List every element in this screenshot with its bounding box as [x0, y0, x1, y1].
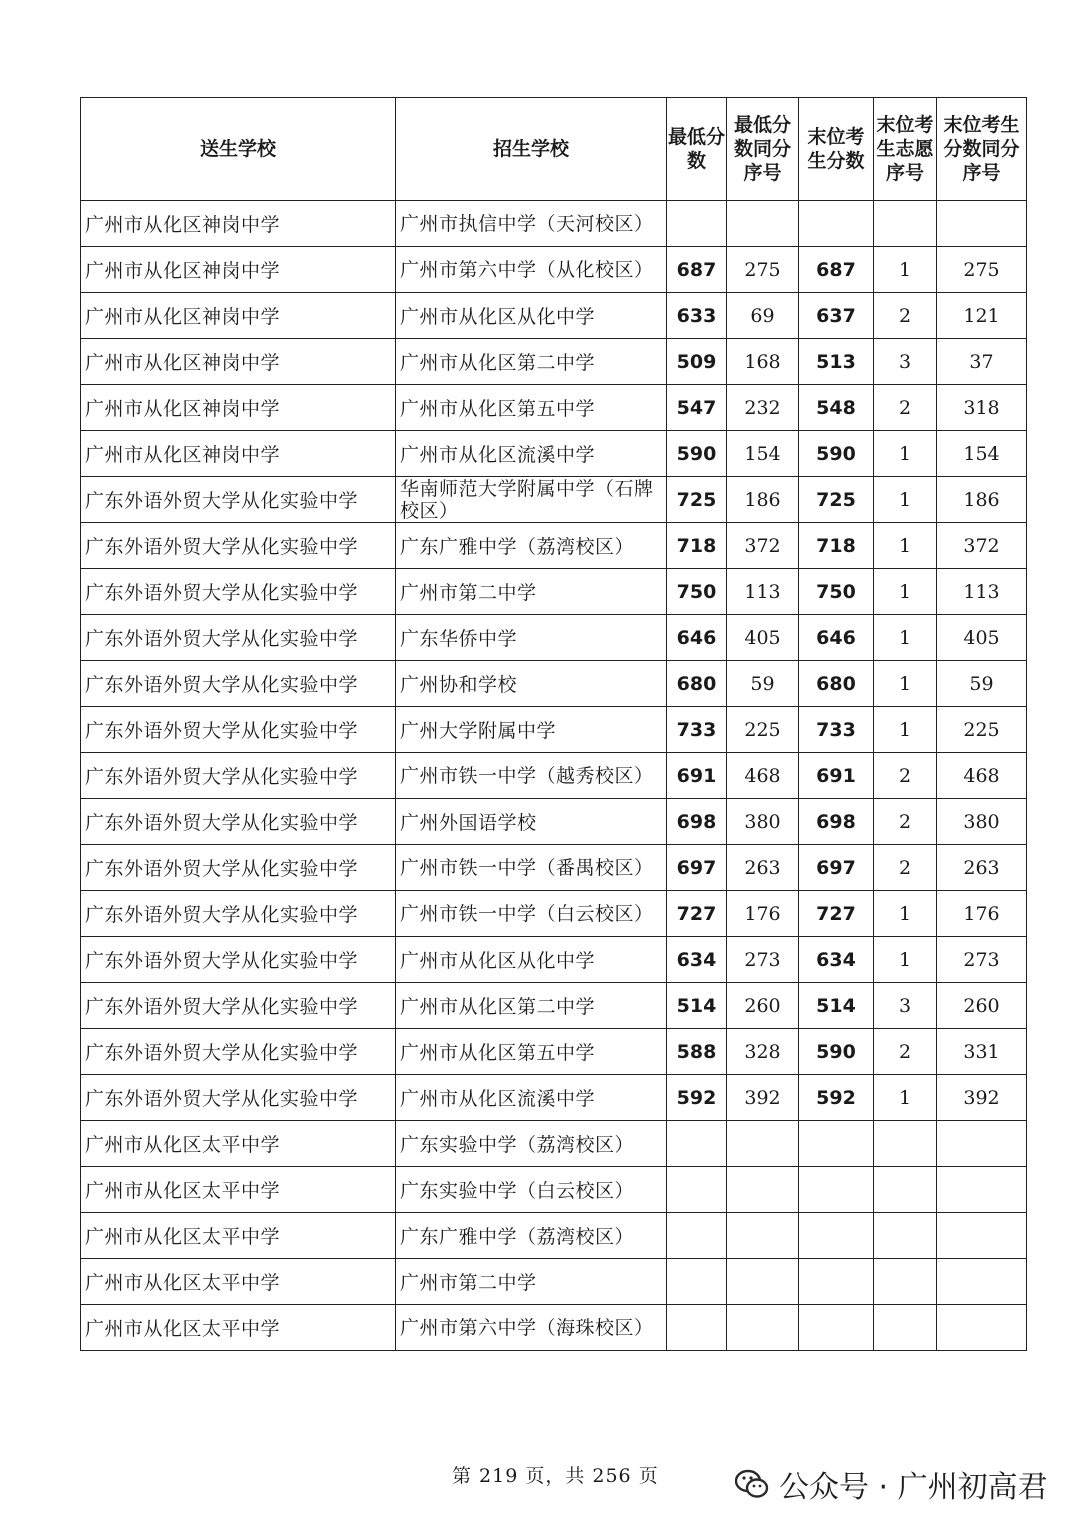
cell-receiver-school: 广州市第二中学 — [396, 569, 667, 615]
cell-last-score: 548 — [799, 385, 874, 431]
cell-sender-school: 广东外语外贸大学从化实验中学 — [81, 1029, 396, 1075]
cell-last-rank: 380 — [937, 799, 1027, 845]
table-row — [81, 1259, 1027, 1305]
cell-last-wish — [874, 1121, 937, 1167]
cell-receiver-school: 广州协和学校 — [396, 661, 667, 707]
cell-min-rank: 186 — [727, 477, 799, 523]
cell-sender-school: 广东外语外贸大学从化实验中学 — [81, 1075, 396, 1121]
cell-min-rank: 405 — [727, 615, 799, 661]
cell-last-rank: 59 — [937, 661, 1027, 707]
cell-receiver-school: 广州市从化区流溪中学 — [396, 431, 667, 477]
cell-min-rank: 232 — [727, 385, 799, 431]
table-row — [81, 431, 1027, 477]
table-row — [81, 569, 1027, 615]
table-row — [81, 1213, 1027, 1259]
cell-sender-school: 广州市从化区神岗中学 — [81, 201, 396, 247]
cell-min-score: 691 — [667, 753, 727, 799]
cell-last-rank: 468 — [937, 753, 1027, 799]
cell-receiver-school: 广东实验中学（荔湾校区） — [396, 1121, 667, 1167]
cell-last-wish: 1 — [874, 1075, 937, 1121]
cell-last-score — [799, 1213, 874, 1259]
table-body — [81, 201, 1027, 1351]
cell-last-rank: 275 — [937, 247, 1027, 293]
cell-last-score: 733 — [799, 707, 874, 753]
cell-min-score: 514 — [667, 983, 727, 1029]
table-row — [81, 385, 1027, 431]
cell-last-score — [799, 201, 874, 247]
cell-receiver-school: 广州市第六中学（从化校区） — [396, 247, 667, 293]
cell-last-rank: 273 — [937, 937, 1027, 983]
cell-last-wish: 2 — [874, 799, 937, 845]
table-row — [81, 845, 1027, 891]
header-last-score: 末位考生分数 — [799, 98, 874, 201]
cell-receiver-school: 华南师范大学附属中学（石牌校区） — [396, 477, 667, 523]
cell-receiver-school: 广州市从化区第二中学 — [396, 339, 667, 385]
cell-min-rank: 168 — [727, 339, 799, 385]
cell-min-score: 750 — [667, 569, 727, 615]
cell-last-score: 590 — [799, 431, 874, 477]
header-min-score: 最低分数 — [667, 98, 727, 201]
cell-min-rank — [727, 1121, 799, 1167]
cell-receiver-school: 广东广雅中学（荔湾校区） — [396, 1213, 667, 1259]
cell-sender-school: 广州市从化区神岗中学 — [81, 339, 396, 385]
cell-last-score: 697 — [799, 845, 874, 891]
cell-sender-school: 广东外语外贸大学从化实验中学 — [81, 753, 396, 799]
cell-last-score: 514 — [799, 983, 874, 1029]
cell-last-wish: 1 — [874, 523, 937, 569]
cell-min-score: 697 — [667, 845, 727, 891]
cell-min-score: 680 — [667, 661, 727, 707]
table-row — [81, 1305, 1027, 1351]
cell-min-score: 588 — [667, 1029, 727, 1075]
table-row — [81, 293, 1027, 339]
cell-sender-school: 广东外语外贸大学从化实验中学 — [81, 707, 396, 753]
cell-sender-school: 广东外语外贸大学从化实验中学 — [81, 523, 396, 569]
cell-last-wish: 3 — [874, 339, 937, 385]
cell-last-rank: 260 — [937, 983, 1027, 1029]
cell-last-rank — [937, 1259, 1027, 1305]
cell-sender-school: 广州市从化区太平中学 — [81, 1305, 396, 1351]
cell-receiver-school: 广州市执信中学（天河校区） — [396, 201, 667, 247]
table-header-row — [81, 98, 1027, 201]
cell-receiver-school: 广州外国语学校 — [396, 799, 667, 845]
cell-sender-school: 广东外语外贸大学从化实验中学 — [81, 799, 396, 845]
cell-last-rank: 225 — [937, 707, 1027, 753]
cell-min-rank: 263 — [727, 845, 799, 891]
cell-last-rank: 176 — [937, 891, 1027, 937]
cell-last-score: 590 — [799, 1029, 874, 1075]
cell-last-rank — [937, 1167, 1027, 1213]
watermark — [735, 1462, 1048, 1506]
table-row — [81, 523, 1027, 569]
header-sender-school: 送生学校 — [81, 98, 396, 201]
cell-sender-school: 广东外语外贸大学从化实验中学 — [81, 615, 396, 661]
cell-sender-school: 广州市从化区太平中学 — [81, 1213, 396, 1259]
cell-last-wish — [874, 201, 937, 247]
cell-min-rank: 59 — [727, 661, 799, 707]
cell-last-wish: 2 — [874, 753, 937, 799]
table-row — [81, 1167, 1027, 1213]
cell-last-wish: 1 — [874, 661, 937, 707]
cell-min-score: 547 — [667, 385, 727, 431]
cell-sender-school: 广东外语外贸大学从化实验中学 — [81, 937, 396, 983]
cell-min-score — [667, 201, 727, 247]
cell-min-rank: 69 — [727, 293, 799, 339]
table-row — [81, 891, 1027, 937]
table-row — [81, 477, 1027, 523]
cell-last-wish: 2 — [874, 385, 937, 431]
cell-min-rank — [727, 1259, 799, 1305]
cell-min-score — [667, 1213, 727, 1259]
cell-min-rank — [727, 201, 799, 247]
cell-last-score: 718 — [799, 523, 874, 569]
table-row — [81, 707, 1027, 753]
cell-min-score: 590 — [667, 431, 727, 477]
cell-receiver-school: 广州市从化区第二中学 — [396, 983, 667, 1029]
cell-last-score: 691 — [799, 753, 874, 799]
table-row — [81, 799, 1027, 845]
cell-min-rank: 260 — [727, 983, 799, 1029]
cell-last-wish: 1 — [874, 937, 937, 983]
cell-last-score: 634 — [799, 937, 874, 983]
page-number: 第 219 页，共 256 页 — [452, 1465, 659, 1487]
cell-last-rank — [937, 1121, 1027, 1167]
table-row — [81, 1075, 1027, 1121]
cell-sender-school: 广州市从化区神岗中学 — [81, 385, 396, 431]
cell-min-score: 646 — [667, 615, 727, 661]
header-last-rank: 末位考生分数同分序号 — [937, 98, 1027, 201]
cell-last-rank: 318 — [937, 385, 1027, 431]
cell-last-score: 750 — [799, 569, 874, 615]
cell-min-score: 509 — [667, 339, 727, 385]
table-row — [81, 247, 1027, 293]
cell-min-score — [667, 1259, 727, 1305]
cell-last-score: 646 — [799, 615, 874, 661]
cell-sender-school: 广东外语外贸大学从化实验中学 — [81, 477, 396, 523]
cell-receiver-school: 广州市铁一中学（越秀校区） — [396, 753, 667, 799]
cell-min-score: 633 — [667, 293, 727, 339]
cell-last-wish: 2 — [874, 1029, 937, 1075]
table-row — [81, 983, 1027, 1029]
cell-sender-school: 广州市从化区神岗中学 — [81, 247, 396, 293]
cell-last-rank: 37 — [937, 339, 1027, 385]
table-row — [81, 615, 1027, 661]
cell-last-rank: 392 — [937, 1075, 1027, 1121]
cell-last-score: 727 — [799, 891, 874, 937]
cell-last-rank: 372 — [937, 523, 1027, 569]
cell-receiver-school: 广州市从化区流溪中学 — [396, 1075, 667, 1121]
cell-receiver-school: 广东实验中学（白云校区） — [396, 1167, 667, 1213]
cell-min-score: 592 — [667, 1075, 727, 1121]
cell-receiver-school: 广州市铁一中学（白云校区） — [396, 891, 667, 937]
cell-sender-school: 广州市从化区太平中学 — [81, 1167, 396, 1213]
cell-sender-school: 广州市从化区太平中学 — [81, 1259, 396, 1305]
cell-last-score — [799, 1167, 874, 1213]
cell-min-rank: 380 — [727, 799, 799, 845]
table-row — [81, 661, 1027, 707]
cell-last-score — [799, 1259, 874, 1305]
cell-min-score: 634 — [667, 937, 727, 983]
cell-last-rank: 121 — [937, 293, 1027, 339]
cell-receiver-school: 广州市铁一中学（番禺校区） — [396, 845, 667, 891]
cell-last-wish — [874, 1305, 937, 1351]
cell-receiver-school: 广州市第二中学 — [396, 1259, 667, 1305]
cell-min-score: 733 — [667, 707, 727, 753]
header-last-wish: 末位考生志愿序号 — [874, 98, 937, 201]
cell-min-score: 718 — [667, 523, 727, 569]
cell-last-wish: 1 — [874, 431, 937, 477]
cell-min-rank — [727, 1305, 799, 1351]
header-min-rank: 最低分数同分序号 — [727, 98, 799, 201]
cell-last-wish: 1 — [874, 615, 937, 661]
cell-min-rank: 275 — [727, 247, 799, 293]
cell-last-wish: 2 — [874, 845, 937, 891]
cell-last-rank: 186 — [937, 477, 1027, 523]
cell-sender-school: 广东外语外贸大学从化实验中学 — [81, 983, 396, 1029]
cell-sender-school: 广东外语外贸大学从化实验中学 — [81, 569, 396, 615]
cell-last-wish: 3 — [874, 983, 937, 1029]
cell-last-score: 687 — [799, 247, 874, 293]
cell-last-wish: 1 — [874, 891, 937, 937]
cell-last-rank — [937, 1305, 1027, 1351]
header-receiver-school: 招生学校 — [396, 98, 667, 201]
watermark-text: 公众号 · 广州初高君 — [779, 1470, 1048, 1505]
cell-last-rank — [937, 201, 1027, 247]
cell-min-rank: 392 — [727, 1075, 799, 1121]
table-row — [81, 753, 1027, 799]
cell-last-wish: 1 — [874, 247, 937, 293]
cell-min-score: 725 — [667, 477, 727, 523]
cell-min-rank — [727, 1167, 799, 1213]
cell-receiver-school: 广州市第六中学（海珠校区） — [396, 1305, 667, 1351]
cell-receiver-school: 广州市从化区从化中学 — [396, 937, 667, 983]
cell-receiver-school: 广东华侨中学 — [396, 615, 667, 661]
cell-last-score: 698 — [799, 799, 874, 845]
cell-sender-school: 广州市从化区神岗中学 — [81, 431, 396, 477]
cell-min-score: 698 — [667, 799, 727, 845]
cell-last-wish — [874, 1167, 937, 1213]
table-row — [81, 937, 1027, 983]
cell-last-score — [799, 1121, 874, 1167]
cell-last-score — [799, 1305, 874, 1351]
cell-min-rank: 154 — [727, 431, 799, 477]
cell-min-rank — [727, 1213, 799, 1259]
cell-last-wish: 1 — [874, 477, 937, 523]
cell-last-wish: 1 — [874, 569, 937, 615]
cell-last-score: 513 — [799, 339, 874, 385]
cell-sender-school: 广东外语外贸大学从化实验中学 — [81, 891, 396, 937]
cell-last-score: 725 — [799, 477, 874, 523]
cell-receiver-school: 广州大学附属中学 — [396, 707, 667, 753]
cell-receiver-school: 广州市从化区第五中学 — [396, 385, 667, 431]
cell-receiver-school: 广州市从化区第五中学 — [396, 1029, 667, 1075]
cell-min-rank: 176 — [727, 891, 799, 937]
cell-receiver-school: 广州市从化区从化中学 — [396, 293, 667, 339]
cell-min-rank: 468 — [727, 753, 799, 799]
cell-receiver-school: 广东广雅中学（荔湾校区） — [396, 523, 667, 569]
cell-last-wish: 1 — [874, 707, 937, 753]
cell-last-score: 680 — [799, 661, 874, 707]
cell-last-score: 592 — [799, 1075, 874, 1121]
cell-min-score: 687 — [667, 247, 727, 293]
table-row — [81, 1029, 1027, 1075]
cell-min-rank: 113 — [727, 569, 799, 615]
cell-min-rank: 372 — [727, 523, 799, 569]
cell-sender-school: 广州市从化区神岗中学 — [81, 293, 396, 339]
cell-last-rank — [937, 1213, 1027, 1259]
wechat-icon — [735, 1469, 769, 1499]
cell-sender-school: 广东外语外贸大学从化实验中学 — [81, 845, 396, 891]
cell-last-wish — [874, 1259, 937, 1305]
cell-last-rank: 154 — [937, 431, 1027, 477]
cell-min-rank: 273 — [727, 937, 799, 983]
cell-sender-school: 广东外语外贸大学从化实验中学 — [81, 661, 396, 707]
cell-min-score — [667, 1305, 727, 1351]
cell-last-wish — [874, 1213, 937, 1259]
cell-min-rank: 328 — [727, 1029, 799, 1075]
cell-min-score — [667, 1121, 727, 1167]
cell-min-score — [667, 1167, 727, 1213]
cell-last-wish: 2 — [874, 293, 937, 339]
cell-last-rank: 331 — [937, 1029, 1027, 1075]
table-row — [81, 201, 1027, 247]
cell-sender-school: 广州市从化区太平中学 — [81, 1121, 396, 1167]
cell-last-rank: 405 — [937, 615, 1027, 661]
cell-last-rank: 113 — [937, 569, 1027, 615]
cell-last-score: 637 — [799, 293, 874, 339]
cell-min-score: 727 — [667, 891, 727, 937]
table-row — [81, 339, 1027, 385]
cell-last-rank: 263 — [937, 845, 1027, 891]
admission-table — [80, 97, 1027, 1351]
table-row — [81, 1121, 1027, 1167]
cell-min-rank: 225 — [727, 707, 799, 753]
